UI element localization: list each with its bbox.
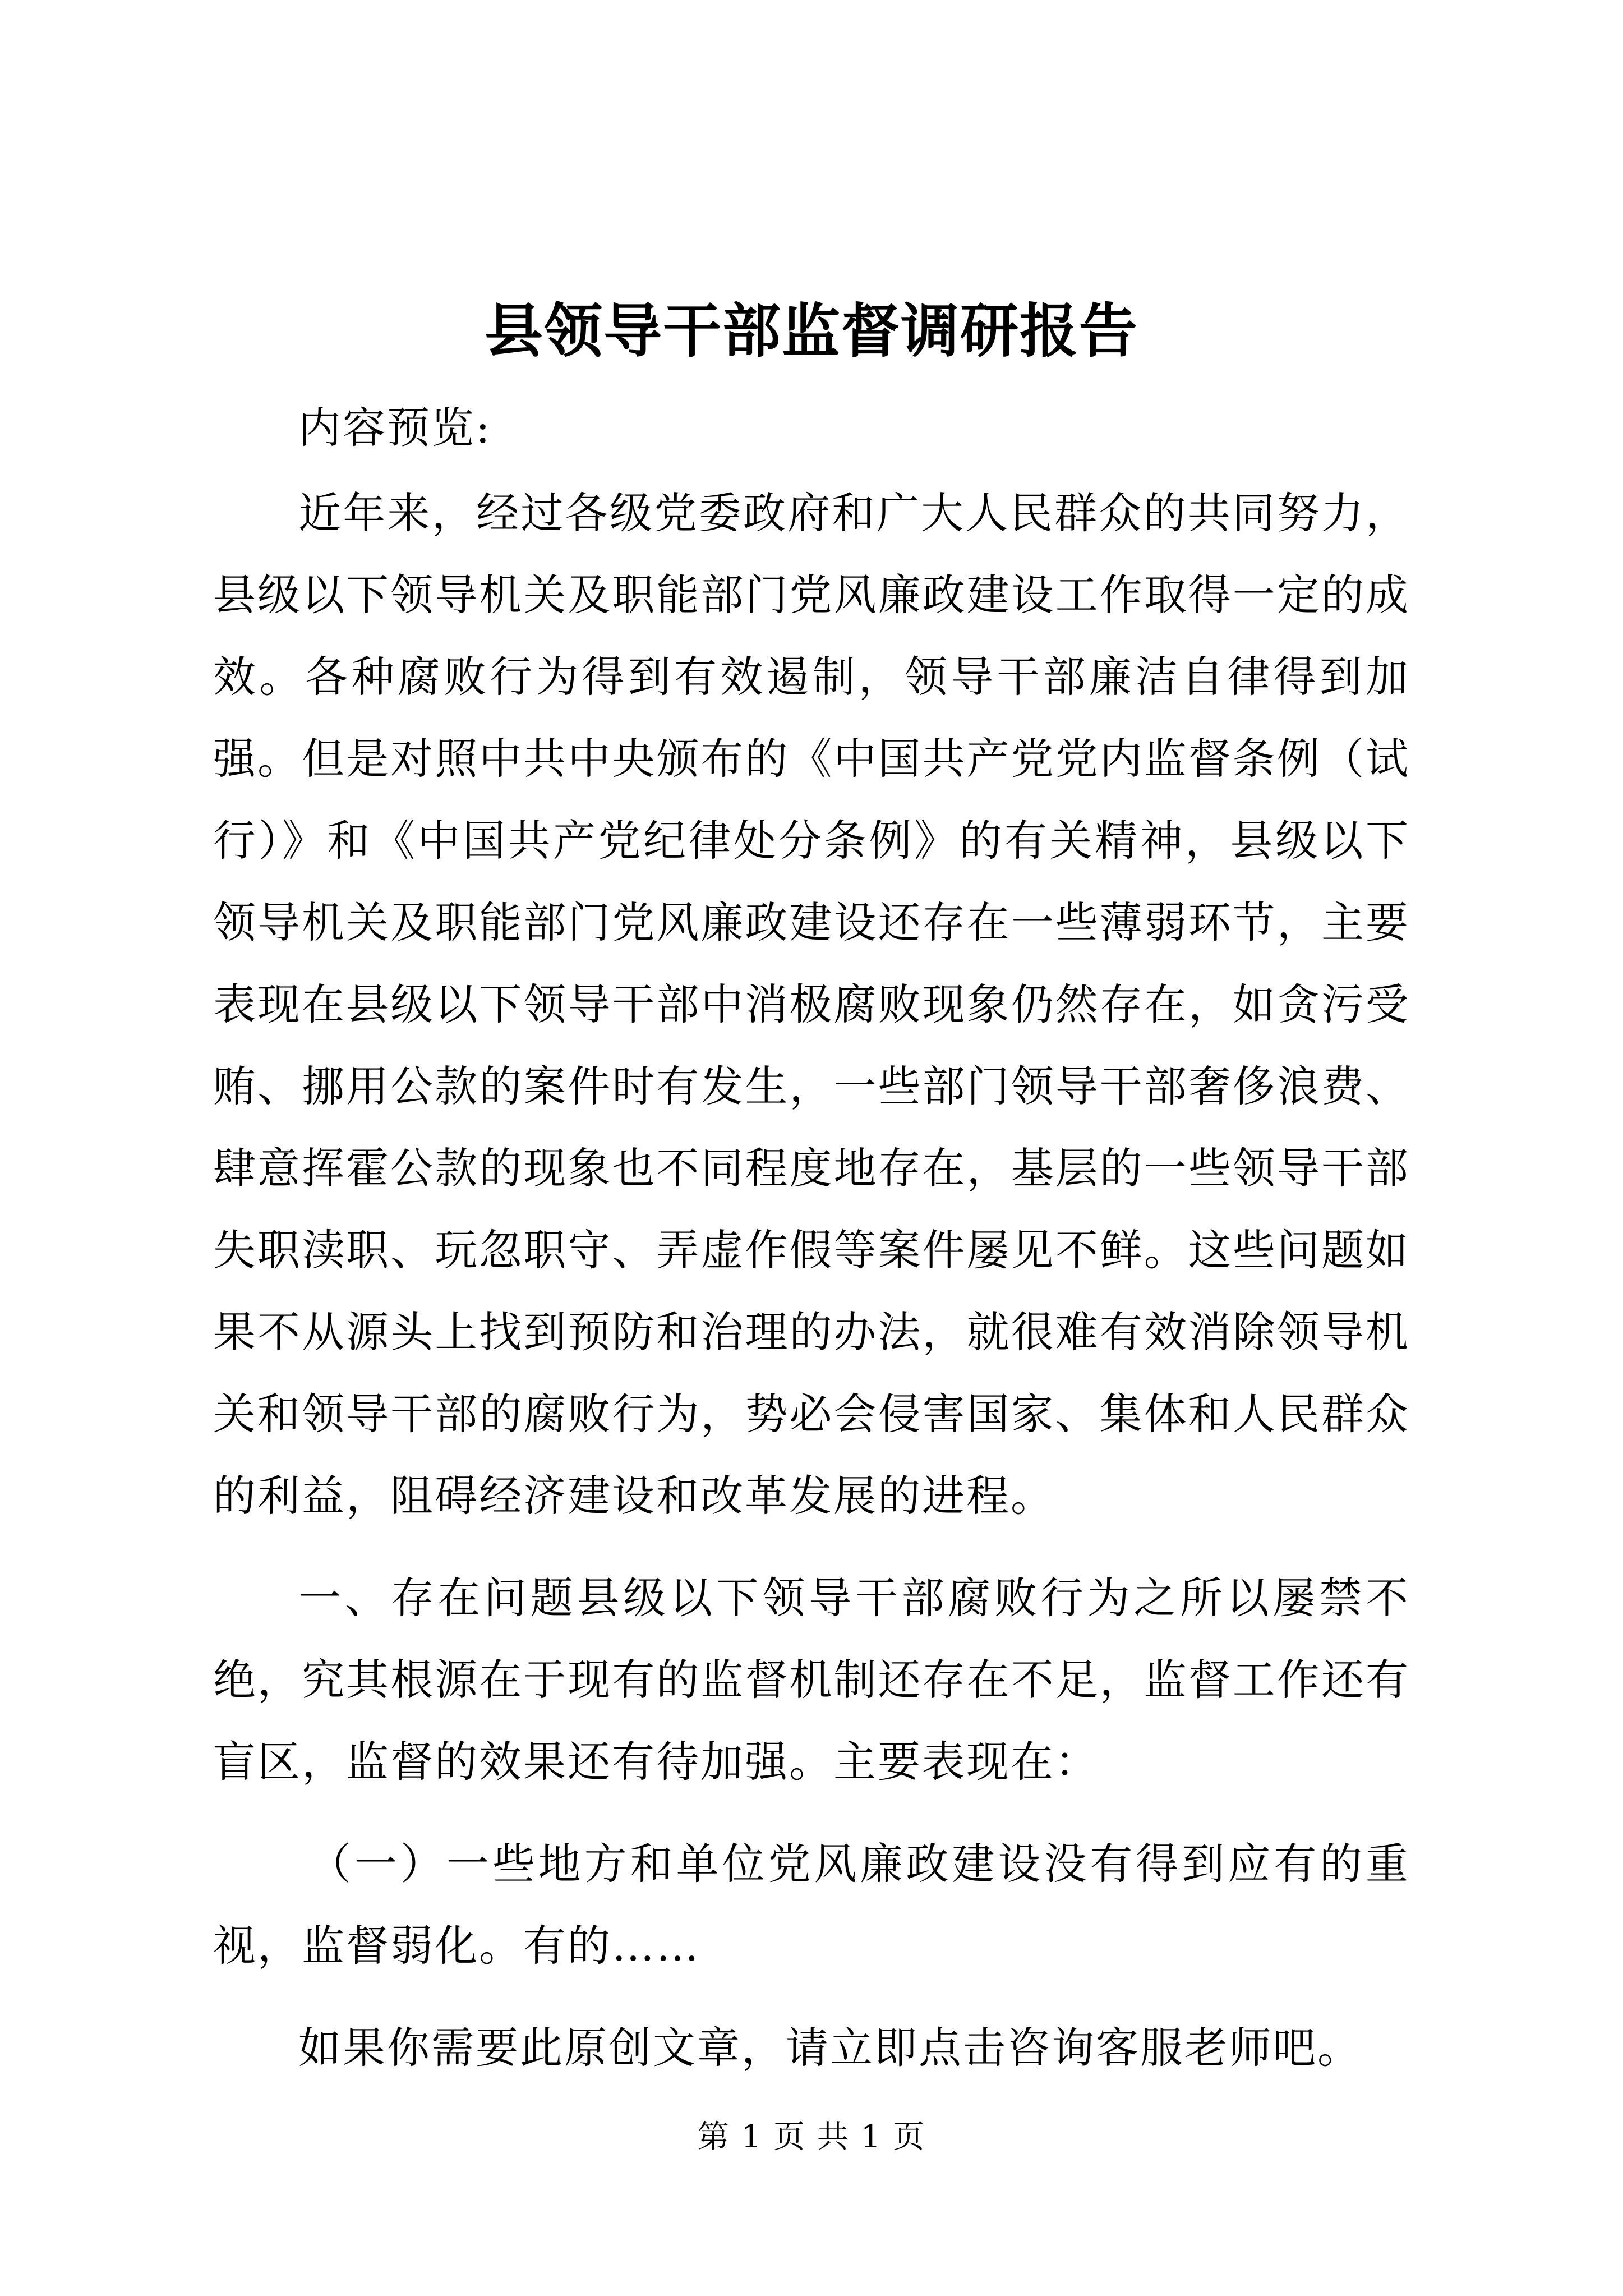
paragraph-section-one: 一、存在问题县级以下领导干部腐败行为之所以屡禁不绝，究其根源在于现有的监督机制还存在不足，监督工作还有盲区，监督的效果还有待加强。主要表现在： [213,1573,1410,1787]
page-indicator: 第 1 页 共 1 页 [697,2119,926,2155]
paragraph-subsection-one: （一）一些地方和单位党风廉政建设没有得到应有的重视，监督弱化。有的…… [213,1839,1410,1971]
document-body [213,387,1410,2092]
paragraph-intro: 近年来，经过各级党委政府和广大人民群众的共同努力，县级以下领导机关及职能部门党风廉政建设工作取得一定的成效。各种腐败行为得到有效遏制，领导干部廉洁自律得到加强。但是对照中共中央颁布的《中国共产党党内监督条例（试行）》和《中国共产党纪律处分条例》的有关精神，县级以下领导机关及职能部门党风廉政建设还存在一些薄弱环节，主要表现在县级以下领导干部中消极腐败现象仍然存在，如贪污受贿、挪用公款的案件时有发生，一些部门领导干部奢侈浪费、肆意挥霍公款的现象也不同程度地存在，基层的一些领导干部失职渎职、玩忽职守、弄虚作假等案件屡见不鲜。这些问题如果不从源头上找到预防和治理的办法，就很难有效消除领导机关和领导干部的腐败行为，势必会侵害国家、集体和人民群众的利益，阻碍经济建设和改革发展的进程。 [213,488,1410,1521]
document-title: 县领导干部监督调研报告 [484,296,1138,365]
preview-label: 内容预览: [298,403,492,453]
paragraph-contact-prompt: 如果你需要此原创文章，请立即点击咨询客服老师吧。 [298,2023,1362,2073]
